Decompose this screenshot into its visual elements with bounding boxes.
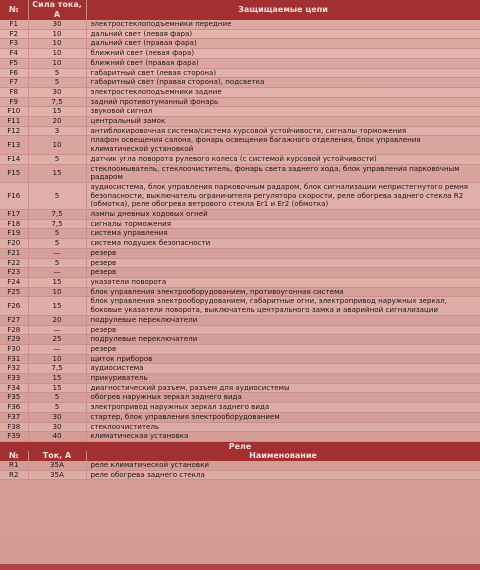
fuse-row — [0, 335, 480, 345]
fuse-row-number: F39 — [0, 432, 28, 442]
fuse-row-current: 30 — [28, 412, 86, 422]
relay-header-current: Ток, А — [28, 451, 86, 461]
fuse-row-current: 7,5 — [28, 210, 86, 220]
fuse-row-circuits: подрулевые переключатели — [86, 315, 480, 325]
fuse-row-circuits: аудиосистема, блок управления парковочным радаром, блок сигнализации непристегнутого ремня безопасности, выключатель ограничителя регулятора скорости, реле обогрева заднего стекла R2 (обмотка), реле обогрева ветрового стекла Er1 и Er2 (обмотка) — [86, 182, 480, 209]
fuse-row — [0, 412, 480, 422]
fuse-row-number: F9 — [0, 97, 28, 107]
fuse-row-current: 5 — [28, 78, 86, 88]
fuse-row — [0, 49, 480, 59]
relay-row-circuits: реле климатической установки — [86, 461, 480, 470]
fuse-row — [0, 229, 480, 239]
fuse-row-current: 15 — [28, 383, 86, 393]
fuse-row — [0, 210, 480, 220]
fuse-row-circuits: ближний свет (правая фара) — [86, 58, 480, 68]
fuse-row-current: — — [28, 344, 86, 354]
fuse-row — [0, 39, 480, 49]
fuse-row — [0, 219, 480, 229]
fuse-row — [0, 374, 480, 384]
fuse-row — [0, 432, 480, 442]
fuse-row-number: F3 — [0, 39, 28, 49]
fuse-row — [0, 20, 480, 29]
fuse-row-circuits: лампы дневных ходовых огней — [86, 210, 480, 220]
fuse-row-current: 15 — [28, 297, 86, 315]
fuse-row — [0, 277, 480, 287]
fuse-row-current: 5 — [28, 154, 86, 164]
fuse-row — [0, 29, 480, 39]
fuse-row-circuits: подрулевые переключатели — [86, 335, 480, 345]
fuse-row-circuits: блок управления электрооборудованием, габаритные огни, электропривод наружных зеркал, боковые указатели поворота, выключатель центрального замка и аварийной сигнализации — [86, 297, 480, 315]
fuse-row-current: 10 — [28, 136, 86, 154]
fuse-row-current: — — [28, 268, 86, 278]
fuse-row-circuits: диагностический разъем, разъем для аудиосистемы — [86, 383, 480, 393]
fuse-row-current: — — [28, 325, 86, 335]
fuse-row — [0, 126, 480, 136]
fuse-row-number: F21 — [0, 248, 28, 258]
fuse-row-current: 5 — [28, 182, 86, 209]
fuse-table-body — [0, 20, 480, 441]
fuse-row-circuits: электропривод наружных зеркал заднего вида — [86, 403, 480, 413]
fuse-row-circuits: блок управления электрооборудованием, противоугонная система — [86, 287, 480, 297]
fuse-row — [0, 248, 480, 258]
header-circuits: Защищаемые цепи — [86, 0, 480, 20]
fuse-row-number: F31 — [0, 354, 28, 364]
fuse-row-current: 20 — [28, 315, 86, 325]
fuse-row-number: F25 — [0, 287, 28, 297]
fuse-row-number: F19 — [0, 229, 28, 239]
fuse-row-current: 5 — [28, 68, 86, 78]
fuse-row-current: 5 — [28, 258, 86, 268]
fuse-row-current: 3 — [28, 126, 86, 136]
fuse-row-circuits: резерв — [86, 268, 480, 278]
fuse-row-number: F20 — [0, 239, 28, 249]
relay-row — [0, 470, 480, 480]
fuse-row-current: 15 — [28, 277, 86, 287]
fuse-row — [0, 403, 480, 413]
fuse-row-circuits: резерв — [86, 325, 480, 335]
fuse-row — [0, 344, 480, 354]
relay-row — [0, 461, 480, 470]
fuse-row — [0, 268, 480, 278]
fuse-row-circuits: сигналы торможения — [86, 219, 480, 229]
fuse-row-number: F12 — [0, 126, 28, 136]
fuse-row — [0, 325, 480, 335]
fuse-row — [0, 182, 480, 209]
fuse-row-current: — — [28, 248, 86, 258]
fuse-row — [0, 117, 480, 127]
fuse-row-number: F27 — [0, 315, 28, 325]
relay-section-title: Реле — [0, 442, 480, 451]
footer-band — [0, 564, 480, 570]
fuse-row-circuits: задний противотуманный фонарь — [86, 97, 480, 107]
fuse-row — [0, 393, 480, 403]
fuse-row-number: F13 — [0, 136, 28, 154]
fuse-row-number: F18 — [0, 219, 28, 229]
relay-table — [0, 451, 480, 480]
fuse-row-number: F32 — [0, 364, 28, 374]
fuse-row — [0, 297, 480, 315]
fuse-row-current: 15 — [28, 164, 86, 182]
relay-header-number: № — [0, 451, 28, 461]
fuse-row-circuits: аудиосистема — [86, 364, 480, 374]
fuse-row-current: 40 — [28, 432, 86, 442]
fuse-row-circuits: щиток приборов — [86, 354, 480, 364]
fuse-row — [0, 78, 480, 88]
fuse-row-circuits: электростеклоподъемники передние — [86, 20, 480, 29]
fuse-row — [0, 107, 480, 117]
relay-row-circuits: реле обогрева заднего стекла — [86, 470, 480, 480]
fuse-row-current: 10 — [28, 49, 86, 59]
fuse-row-current: 10 — [28, 29, 86, 39]
fuse-row-current: 5 — [28, 393, 86, 403]
fuse-row-circuits: указатели поворота — [86, 277, 480, 287]
fuse-row — [0, 422, 480, 432]
fuse-row — [0, 354, 480, 364]
fuse-row — [0, 315, 480, 325]
fuse-row — [0, 287, 480, 297]
fuse-row-number: F24 — [0, 277, 28, 287]
fuse-row-circuits: климатическая установка — [86, 432, 480, 442]
fuse-row-number: F1 — [0, 20, 28, 29]
fuse-row-number: F5 — [0, 58, 28, 68]
fuse-row-number: F4 — [0, 49, 28, 59]
fuse-row-circuits: габаритный свет (левая сторона) — [86, 68, 480, 78]
fuse-row-circuits: дальний свет (правая фара) — [86, 39, 480, 49]
fuse-row-circuits: стеклоомыватель, стеклоочиститель, фонарь света заднего хода, блок управления парковочным радаром — [86, 164, 480, 182]
fuse-row-current: 5 — [28, 229, 86, 239]
fuse-row — [0, 97, 480, 107]
header-number: № — [0, 0, 28, 20]
fuse-row-current: 25 — [28, 335, 86, 345]
fuse-row — [0, 154, 480, 164]
relay-table-header — [0, 451, 480, 461]
fuse-row-number: F14 — [0, 154, 28, 164]
fuse-row-number: F34 — [0, 383, 28, 393]
fuse-row-number: F10 — [0, 107, 28, 117]
fuse-row-current: 5 — [28, 403, 86, 413]
fuse-row-number: F26 — [0, 297, 28, 315]
fuse-row-current: 7,5 — [28, 97, 86, 107]
fuse-row-circuits: антиблокировочная система/система курсовой устойчивости, сигналы торможения — [86, 126, 480, 136]
fuse-row-number: F11 — [0, 117, 28, 127]
fuse-row-circuits: резерв — [86, 258, 480, 268]
fuse-row-number: F23 — [0, 268, 28, 278]
fuse-row-circuits: система управления — [86, 229, 480, 239]
fuse-row-circuits: резерв — [86, 248, 480, 258]
relay-table-body — [0, 461, 480, 480]
relay-row-current: 35А — [28, 470, 86, 480]
fuse-row-circuits: габаритный свет (правая сторона), подсветка — [86, 78, 480, 88]
fuse-row-circuits: электростеклоподъемники задние — [86, 87, 480, 97]
fuse-row-current: 30 — [28, 87, 86, 97]
fuse-row-circuits: прикуриватель — [86, 374, 480, 384]
fuse-row-current: 10 — [28, 287, 86, 297]
fuse-row-number: F17 — [0, 210, 28, 220]
fuse-row-number: F38 — [0, 422, 28, 432]
fuse-row — [0, 68, 480, 78]
fuse-row-current: 30 — [28, 422, 86, 432]
header-current: Сила тока, А — [28, 0, 86, 20]
fuse-row-current: 10 — [28, 354, 86, 364]
fuse-table-header — [0, 0, 480, 20]
fuse-row — [0, 164, 480, 182]
fuse-row-circuits: звуковой сигнал — [86, 107, 480, 117]
fuse-row-number: F35 — [0, 393, 28, 403]
fuse-row-number: F22 — [0, 258, 28, 268]
fuse-row-circuits: ближний свет (левая фара) — [86, 49, 480, 59]
fuse-row-circuits: обогрев наружных зеркал заднего вида — [86, 393, 480, 403]
fuse-row-circuits: дальний свет (левая фара) — [86, 29, 480, 39]
fuse-row-current: 7,5 — [28, 219, 86, 229]
fuse-row-current: 5 — [28, 239, 86, 249]
fuse-row-current: 20 — [28, 117, 86, 127]
fuse-row — [0, 58, 480, 68]
fuse-row-number: F28 — [0, 325, 28, 335]
fuse-row — [0, 364, 480, 374]
fuse-row-number: F37 — [0, 412, 28, 422]
fuse-row-circuits: резерв — [86, 344, 480, 354]
fuse-row-number: F33 — [0, 374, 28, 384]
fuse-row-number: F7 — [0, 78, 28, 88]
fuse-row — [0, 136, 480, 154]
fuse-row-number: F16 — [0, 182, 28, 209]
fuse-row-current: 10 — [28, 58, 86, 68]
fuse-row — [0, 239, 480, 249]
fuse-row-number: F2 — [0, 29, 28, 39]
relay-header-name: Наименование — [86, 451, 480, 461]
fuse-row-number: F30 — [0, 344, 28, 354]
fuse-row-current: 30 — [28, 20, 86, 29]
fuse-row-circuits: плафон освещения салона, фонарь освещения багажного отделения, блок управления климатической установкой — [86, 136, 480, 154]
relay-row-number: R2 — [0, 470, 28, 480]
fuse-row — [0, 87, 480, 97]
fuse-row-circuits: центральный замок — [86, 117, 480, 127]
fuse-row-circuits: стартер, блок управления электрооборудованием — [86, 412, 480, 422]
fuse-row-number: F8 — [0, 87, 28, 97]
fuse-row-current: 15 — [28, 374, 86, 384]
fuse-row — [0, 383, 480, 393]
fuse-row — [0, 258, 480, 268]
fuse-row-number: F15 — [0, 164, 28, 182]
fuse-row-current: 7,5 — [28, 364, 86, 374]
fuse-row-number: F6 — [0, 68, 28, 78]
relay-row-number: R1 — [0, 461, 28, 470]
relay-row-current: 35А — [28, 461, 86, 470]
fuse-row-current: 10 — [28, 39, 86, 49]
fuse-row-circuits: стеклоочиститель — [86, 422, 480, 432]
fuse-row-circuits: система подушек безопасности — [86, 239, 480, 249]
fuse-row-current: 15 — [28, 107, 86, 117]
fuse-row-number: F29 — [0, 335, 28, 345]
fuse-row-circuits: датчик угла поворота рулевого колеса (с системой курсовой устойчивости) — [86, 154, 480, 164]
fuse-row-number: F36 — [0, 403, 28, 413]
